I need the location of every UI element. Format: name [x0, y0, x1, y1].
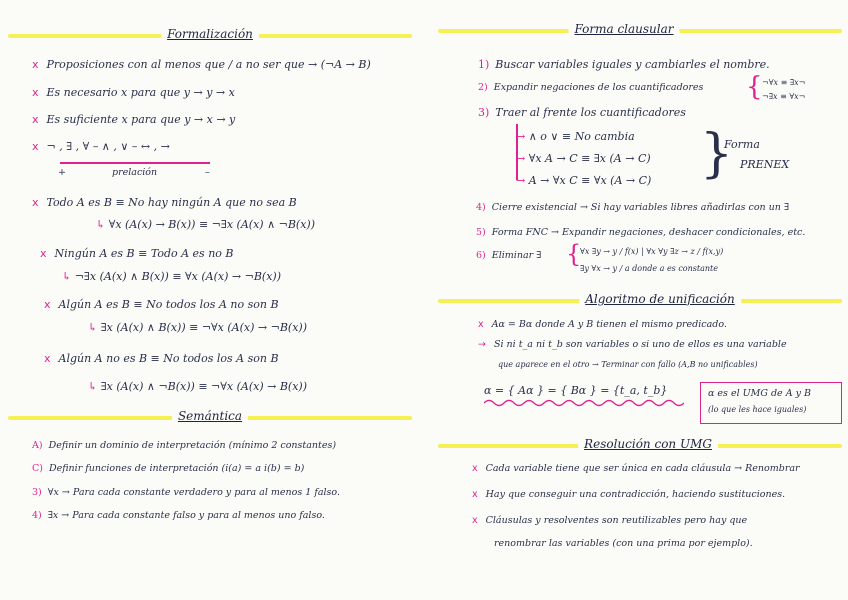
quantified-formula: [96, 218, 315, 231]
unificacion-item: [478, 319, 727, 330]
resolucion-item: [494, 538, 753, 549]
resolucion-item: [472, 489, 785, 500]
clausular-step: [478, 82, 703, 93]
semantica-item: [32, 440, 336, 451]
bullet-mark: x: [44, 298, 51, 311]
brace-icon: }: [700, 124, 734, 184]
precedence-arrow: [60, 162, 210, 164]
bullet-mark: x: [472, 463, 478, 474]
wavy-underline: [484, 398, 684, 408]
box-text: (lo que les hace iguales): [708, 405, 807, 414]
eliminate-rule: ∀x ∃y → y / f(x) | ∀x ∀y ∃z → z / f(x,y): [580, 247, 724, 256]
item-text: ∀x → Para cada constante verdadero y para al menos 1 falso.: [47, 487, 340, 498]
precedence-minus: –: [205, 167, 210, 178]
prenex-label: Forma: [724, 138, 760, 151]
item-text: renombrar las variables (con una prima por ejemplo).: [494, 538, 753, 549]
bullet-mark: x: [44, 352, 51, 365]
arrow-icon: →: [516, 174, 529, 187]
eliminate-rule: ∃y ∀x → y / a donde a es constante: [580, 264, 718, 273]
unificacion-header: [438, 292, 842, 312]
precedence-plus: +: [58, 167, 66, 178]
item-number: A): [32, 440, 43, 451]
item-number: C): [32, 463, 43, 474]
formalizacion-header: [8, 27, 412, 47]
step-text: Forma FNC → Expandir negaciones, deshacer condicionales, etc.: [491, 227, 806, 238]
formula-text: ∃x (A(x) ∧ B(x)) ≡ ¬∀x (A(x) → ¬B(x)): [100, 321, 307, 334]
item-text: Hay que conseguir una contradicción, haciendo sustituciones.: [485, 489, 786, 500]
quantified-statement: [44, 298, 279, 311]
clausular-step: [478, 106, 686, 119]
formula-text: ¬∃x (A(x) ∧ B(x)) ≡ ∀x (A(x) → ¬B(x)): [74, 270, 281, 283]
rule-text: ∀x A → C ≡ ∃x (A → C): [528, 152, 651, 165]
bullet-mark: x: [32, 86, 39, 99]
step-number: 2): [478, 82, 488, 93]
resolucion-header: [438, 437, 842, 457]
item-text: que aparece en el otro → Terminar con fallo (A,B no unificables): [498, 360, 758, 369]
semantica-item: [32, 487, 340, 498]
bullet-mark: x: [32, 113, 39, 126]
item-text: ∃x → Para cada constante falso y para al menos uno falso.: [47, 510, 325, 521]
section-title: Algoritmo de unificación: [579, 292, 741, 306]
formula-text: ∃x (A(x) ∧ ¬B(x)) ≡ ¬∀x (A(x) → B(x)): [100, 380, 307, 393]
step-text: Expandir negaciones de los cuantificadores: [493, 82, 704, 93]
step-text: Eliminar ∃: [491, 250, 542, 261]
arrow-icon: ↳: [88, 380, 101, 393]
bullet-mark: x: [472, 515, 478, 526]
resolucion-item: [472, 515, 747, 526]
prenex-rule: [516, 174, 651, 187]
arrow-icon: ↳: [88, 321, 101, 334]
item-text: Cláusulas y resolventes son reutilizables pero hay que: [485, 515, 748, 526]
formalizacion-item: [32, 113, 235, 126]
semantica-item: [32, 510, 325, 521]
semantica-item: [32, 463, 304, 474]
bullet-mark: →: [478, 339, 486, 350]
step-number: 4): [476, 202, 486, 213]
box-text: α es el UMG de A y B: [708, 388, 811, 399]
step-number: 3): [478, 106, 490, 119]
section-title: Forma clausular: [568, 22, 679, 36]
item-text: Es suficiente x para que y → x → y: [46, 113, 236, 126]
clausular-step: [476, 227, 805, 238]
bullet-mark: x: [32, 140, 39, 153]
arrow-icon: ↳: [96, 218, 109, 231]
semantica-header: [8, 409, 412, 429]
formalizacion-item: [32, 86, 235, 99]
item-text: Definir funciones de interpretación (i(a) = a i(b) = b): [48, 463, 305, 474]
prenex-rule: [516, 152, 651, 165]
quantified-formula: [88, 321, 307, 334]
quantified-formula: [88, 380, 307, 393]
item-text: Algún A no es B ≡ No todos los A son B: [58, 352, 279, 365]
formalizacion-item: [32, 140, 170, 153]
bullet-mark: x: [40, 247, 47, 260]
arrow-icon: →: [516, 152, 529, 165]
brace-icon: {: [566, 240, 582, 268]
prenex-label: PRENEX: [740, 158, 790, 171]
prenex-rule: [516, 130, 635, 143]
bullet-mark: x: [32, 58, 39, 71]
step-number: 1): [478, 58, 490, 71]
arrow-icon: →: [516, 130, 529, 143]
quantified-formula: [62, 270, 281, 283]
rule-text: ∧ o ∨ ≡ No cambia: [528, 130, 635, 143]
arrow-icon: ↳: [62, 270, 75, 283]
rule-text: A → ∀x C ≡ ∀x (A → C): [528, 174, 652, 187]
item-number: 3): [32, 487, 42, 498]
clausular-step: [476, 202, 789, 213]
unificacion-formula: α = { Aα } = { Bα } = {t_a, t_b}: [484, 384, 668, 397]
quantified-statement: [40, 247, 233, 260]
item-text: Todo A es B ≡ No hay ningún A que no sea B: [46, 196, 297, 209]
clausular-step: [476, 250, 541, 261]
item-text: Si ni t_a ni t_b son variables o si uno de ellos es una variable: [493, 339, 787, 350]
item-text: Ningún A es B ≡ Todo A es no B: [54, 247, 234, 260]
quantified-statement: [32, 196, 297, 209]
step-number: 5): [476, 227, 486, 238]
section-title: Resolución con UMG: [578, 437, 718, 451]
item-text: Aα = Bα donde A y B tienen el mismo predicado.: [491, 319, 727, 330]
resolucion-item: [472, 463, 800, 474]
unificacion-item: [498, 360, 758, 369]
bullet-mark: x: [32, 196, 39, 209]
step-number: 6): [476, 250, 486, 261]
item-text: ¬ , ∃ , ∀ – ∧ , ∨ – ↔ , →: [46, 140, 170, 153]
bullet-mark: x: [472, 489, 478, 500]
formalizacion-item: [32, 58, 371, 71]
section-title: Semántica: [172, 409, 248, 423]
item-text: Algún A es B ≡ No todos los A no son B: [58, 298, 279, 311]
formula-text: ∀x (A(x) → B(x)) ≡ ¬∃x (A(x) ∧ ¬B(x)): [108, 218, 315, 231]
quantified-statement: [44, 352, 279, 365]
unificacion-item: [478, 339, 787, 350]
negation-rule: ¬∃x ≡ ∀x¬: [762, 92, 806, 101]
bullet-mark: x: [478, 319, 484, 330]
right-column: [424, 0, 848, 600]
step-text: Traer al frente los cuantificadores: [495, 106, 686, 119]
step-text: Cierre existencial → Si hay variables libres añadirlas con un ∃: [491, 202, 790, 213]
step-text: Buscar variables iguales y cambiarles el nombre.: [495, 58, 770, 71]
item-number: 4): [32, 510, 42, 521]
item-text: Es necesario x para que y → y → x: [46, 86, 235, 99]
item-text: Definir un dominio de interpretación (mínimo 2 constantes): [48, 440, 337, 451]
item-text: Proposiciones con al menos que / a no ser que → (¬A → B): [46, 58, 371, 71]
section-title: Formalización: [161, 27, 259, 41]
brace-icon: {: [746, 72, 763, 102]
precedence-label: prelación: [112, 167, 158, 178]
clausular-step: [478, 58, 770, 71]
negation-rule: ¬∀x ≡ ∃x¬: [762, 78, 806, 87]
item-text: Cada variable tiene que ser única en cada cláusula → Renombrar: [485, 463, 800, 474]
forma-clausular-header: [438, 22, 842, 42]
